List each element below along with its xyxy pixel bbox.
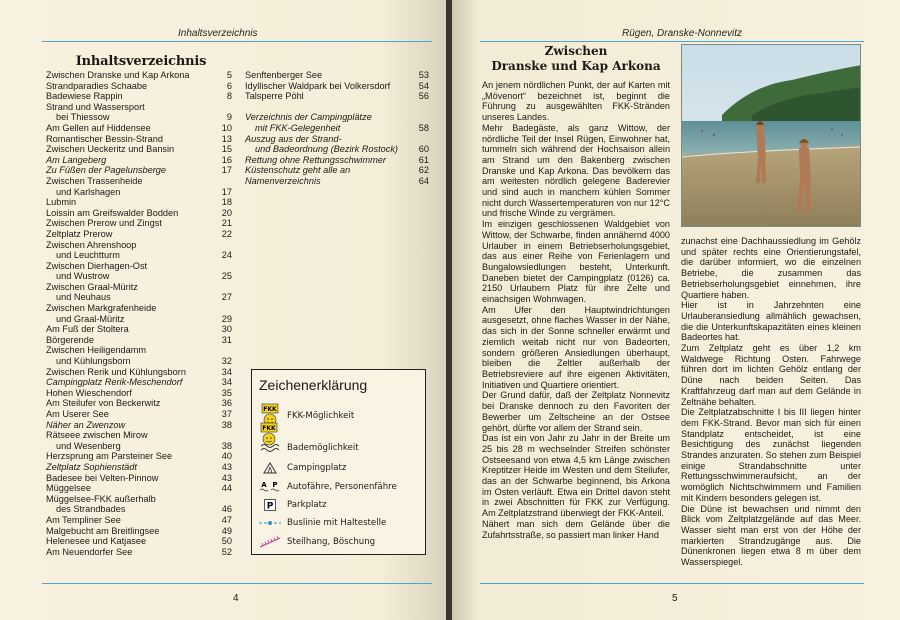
toc-entry <box>245 176 429 187</box>
toc-entry-title: Strand und Wassersport <box>46 101 145 112</box>
toc-entry <box>46 229 232 240</box>
toc-entry-page: 62 <box>418 165 429 176</box>
toc-entry-title: Am Langeberg <box>46 154 107 165</box>
toc-entry-title: Zwischen Heiligendamm <box>46 345 147 356</box>
article-title-line-2: Dranske und Kap Arkona <box>491 59 661 73</box>
toc-entry-page: 6 <box>226 80 232 91</box>
toc-entry-title: Zwischen Dierhagen-Ost <box>46 260 148 271</box>
toc-entry <box>46 536 232 547</box>
legend-item-bathing <box>259 443 359 453</box>
toc-entry-title: Zwischen Prerow und Zingst <box>46 218 162 229</box>
toc-entry <box>46 324 232 335</box>
toc-entry-title: Am Fuß der Stoltera <box>46 324 129 335</box>
beach-photo <box>681 44 861 227</box>
toc-entry <box>46 250 232 261</box>
toc-entry-page <box>214 282 232 293</box>
toc-entry-page <box>214 345 232 356</box>
toc-column-1 <box>46 70 232 557</box>
toc-entry-page: 40 <box>221 451 232 462</box>
toc-entry-title: Lubmin <box>46 197 77 208</box>
toc-entry-title: Strandparadies Schaabe <box>46 80 148 91</box>
toc-entry-page: 46 <box>221 504 232 515</box>
toc-entry-title: und Wesenberg <box>56 440 121 451</box>
running-head-right: Rügen, Dranske-Nonnevitz <box>622 28 743 39</box>
article-paragraph: Mehr Badegäste, als ganz Wittow, der nördliche Teil der Insel Rügen, Einwohner hat, tummeln sich während der Hochsaison allein am Strand um den Bakenberg zwischen Dranske und Kap Arkona. Das bevölkern das am weitesten nördlich gelegene Baderevier und sind auch in manchem kühlen Sommer nicht durch Wassertemperaturen von nur 12°C und frische Winde zu vergrämen. <box>482 122 670 219</box>
article-paragraph: Die Düne ist bewachsen und nimmt den Blick vom Zeltplatzgelände auf das Meer. Wasser sieht man erst von der Höhe der markierten Strandzugänge aus. Die Dünenkronen liegen etwa 8 m über dem Wasserspiegel. <box>681 503 861 568</box>
toc-entry-title: Badesee bei Velten-Pinnow <box>46 472 159 483</box>
toc-entry <box>46 240 232 251</box>
toc-entry <box>46 483 232 494</box>
toc-entry-title: und Neuhaus <box>56 292 111 303</box>
parking-icon <box>259 499 281 511</box>
toc-entry <box>46 70 232 81</box>
toc-entry-title: mit FKK-Gelegenheit <box>255 122 341 133</box>
toc-entry-page: 31 <box>221 334 232 345</box>
toc-entry-title: Idyllischer Waldpark bei Volkersdorf <box>245 80 391 91</box>
toc-entry-title: Namenverzeichnis <box>245 175 321 186</box>
toc-entry-page: 38 <box>221 440 232 451</box>
toc-entry-title: Romantischer Bessin-Strand <box>46 133 163 144</box>
toc-entry-page: 44 <box>221 483 232 494</box>
toc-entry <box>46 547 232 558</box>
toc-entry <box>46 155 232 166</box>
toc-entry-page: 54 <box>418 80 429 91</box>
article-title-line-1: Zwischen <box>544 44 608 58</box>
article-paragraph: Der Grund dafür, daß der Zeltplatz Nonnevitz bei Dranske dennoch zu den Favoriten der Bewerber um Zeltscheine an der Ostsee gehört, dürfte vor allem der Strand sein. <box>482 390 670 433</box>
toc-entry <box>46 144 232 155</box>
toc-entry-page: 53 <box>418 70 429 80</box>
legend-label-camping: Campingplatz <box>287 463 347 473</box>
toc-entry-page: 21 <box>221 218 232 229</box>
toc-entry-page: 13 <box>221 133 232 144</box>
toc-entry <box>46 303 232 314</box>
article-paragraph: Das ist ein von Jahr zu Jahr in der Breite um 25 bis 28 m wechselnder Streifen schönster Ostseesand von etwa 4,5 km Länge zwischen Kreptitzer Heide im Westen und dem Steilufer, das an der Schwarbe beginnend, bis Arkona im Osten verläuft. Etwa ein Drittel davon steht in zwei Abschnitten für FKK zur Verfügung. Am Zeltplatzstrand überwiegt der FKK-Anteil. <box>482 433 670 519</box>
toc-entry-page: 5 <box>226 70 232 80</box>
toc-entry-title: Loissin am Greifswalder Bodden <box>46 207 179 218</box>
toc-entry-title: Am Gellen auf Hiddensee <box>46 122 151 133</box>
toc-entry <box>46 356 232 367</box>
toc-entry-page: 9 <box>226 112 232 123</box>
toc-entry <box>245 102 429 113</box>
toc-entry-page: 10 <box>221 122 232 133</box>
bus-line-icon <box>259 519 281 527</box>
toc-entry-page: 64 <box>418 175 429 186</box>
toc-entry <box>46 134 232 145</box>
page-number-right: 5 <box>672 593 678 604</box>
toc-entry <box>245 165 429 176</box>
toc-entry-title: und Graal-Müritz <box>56 313 125 324</box>
toc-entry-page <box>214 176 232 187</box>
toc-entry-title: und Leuchtturm <box>56 250 120 261</box>
tent-icon <box>259 462 281 474</box>
toc-entry-page: 60 <box>418 144 429 155</box>
toc-entry <box>46 314 232 325</box>
toc-entry-page: 61 <box>418 154 429 165</box>
toc-entry-page <box>411 134 429 145</box>
legend-item-slope <box>259 536 375 548</box>
legend-item-bus <box>259 518 386 528</box>
toc-entry-title: und Wustrow <box>56 271 110 282</box>
toc-entry-title: Zwischen Trassenheide <box>46 175 143 186</box>
svg-text:P: P <box>266 501 274 511</box>
toc-entry-title <box>245 102 248 113</box>
toc-entry <box>46 112 232 123</box>
toc-entry-page: 43 <box>221 472 232 483</box>
toc-entry <box>46 335 232 346</box>
toc-entry <box>46 208 232 219</box>
toc-column-2 <box>245 70 429 187</box>
toc-entry-page: 37 <box>221 409 232 419</box>
toc-entry <box>46 441 232 452</box>
article-paragraph: Hier ist in Jahrzehnten eine Urlauberansiedlung allmählich gewachsen, die die Unterkunftskapazitäten eines kleinen Badeortes hat. <box>681 300 861 343</box>
article-column-2 <box>681 236 861 568</box>
article-paragraph: Die Zeltplatzabschnitte I bis III liegen hinter dem FKK-Strand. Bevor man sich für einen Standplatz entscheidet, ist eine Besichtigung des zunächst liegenden Strandes anzuraten. So stehen zum Beispiel einige Strandabschnitte unter Rettungsschwimmeraufsicht, an der womöglich Nichtschwimmern und Familien mit Kindern besonders gelegen ist. <box>681 407 861 503</box>
header-rule <box>480 41 864 42</box>
toc-entry <box>46 377 232 388</box>
toc-entry-page <box>214 102 232 113</box>
article-paragraph: An jenem nördlichen Punkt, der auf Karten mit „Mövenort“ bezeichnet ist, beginnt die Führung zu ausgewählten FKK-Stränden unseres Landes. <box>482 80 670 123</box>
legend-label-ferry: Autofähre, Personenfähre <box>287 482 397 492</box>
toc-entry-page: 38 <box>221 419 232 430</box>
toc-entry-page: 24 <box>221 250 232 261</box>
toc-entry <box>245 144 429 155</box>
toc-entry-page: 8 <box>226 91 232 102</box>
toc-entry-page: 58 <box>418 122 429 133</box>
toc-entry <box>46 388 232 399</box>
toc-title: Inhaltsverzeichnis <box>75 54 207 69</box>
symbol-legend <box>251 369 426 555</box>
toc-entry-title: Zeltplatz Sophienstädt <box>46 461 137 472</box>
toc-entry-page: 34 <box>221 377 232 388</box>
toc-entry-title: Müggelsee-FKK außerhalb <box>46 493 156 504</box>
wave-icon <box>259 443 281 453</box>
article-paragraph: Im einzigen geschlossenen Waldgebiet von Wittow, der Schwarbe, finden annähernd 4000 Urlauber in einem Betriebserholungsgebiet, das aus einer Reihe von Ferienlagern und Bungalowsiedlungen besteht, Unterkunft. Daneben bietet der Campingplatz (0126) ca. 2150 Urlaubern Platz für ihre Zelte und einachsigen Wohnwagen. <box>482 219 670 305</box>
toc-entry <box>46 515 232 526</box>
toc-entry-title: Zu Füßen der Pagelunsberge <box>46 165 167 176</box>
toc-entry <box>245 91 429 102</box>
toc-entry-page: 50 <box>221 536 232 547</box>
toc-entry-page: 27 <box>221 292 232 303</box>
toc-entry-title: Hohen Wieschendorf <box>46 387 132 398</box>
toc-entry-page: 36 <box>221 398 232 409</box>
toc-entry <box>46 187 232 198</box>
toc-entry <box>245 134 429 145</box>
toc-entry-page <box>214 261 232 272</box>
slope-icon <box>259 536 281 548</box>
toc-entry <box>245 155 429 166</box>
legend-label-bus: Buslinie mit Haltestelle <box>287 518 387 528</box>
toc-entry-page: 43 <box>221 461 232 472</box>
toc-entry-page: 56 <box>418 91 429 102</box>
legend-label-fkk: FKK-Möglichkeit <box>287 411 355 421</box>
toc-entry <box>46 123 232 134</box>
toc-entry-page <box>214 430 232 441</box>
toc-entry-title: Am Userer See <box>46 409 109 419</box>
toc-entry <box>46 494 232 505</box>
toc-entry-title: Zwischen Ueckeritz und Bansin <box>46 144 175 155</box>
svg-text:P: P <box>272 481 278 489</box>
toc-entry <box>46 451 232 462</box>
toc-entry <box>46 102 232 113</box>
legend-item-ferry <box>259 480 397 494</box>
toc-entry-title: bei Thiessow <box>56 112 110 123</box>
toc-entry <box>46 462 232 473</box>
footer-rule <box>42 583 432 584</box>
toc-entry-title: Auszug aus der Strand- <box>245 133 342 144</box>
toc-entry-title: Müggelsee <box>46 483 91 494</box>
toc-entry-page: 25 <box>221 271 232 282</box>
toc-entry-title: Campingplatz Rerik-Meschendorf <box>46 377 183 388</box>
legend-label-parking: Parkplatz <box>287 500 327 510</box>
toc-entry-page: 29 <box>221 313 232 324</box>
svg-text:FKK: FKK <box>263 406 277 413</box>
running-head-left: Inhaltsverzeichnis <box>178 28 258 39</box>
toc-entry-title: Zwischen Markgrafenheide <box>46 303 157 314</box>
toc-entry-title: Zwischen Ahrenshoop <box>46 239 137 250</box>
toc-entry-page: 18 <box>221 197 232 208</box>
toc-entry-page: 17 <box>221 165 232 176</box>
toc-entry-title: Rätseee zwischen Mirow <box>46 430 148 441</box>
toc-entry <box>46 292 232 303</box>
toc-entry-title: des Strandbades <box>56 504 126 515</box>
toc-entry <box>46 367 232 378</box>
toc-entry <box>46 165 232 176</box>
toc-entry-title: und Karlshagen <box>56 186 121 197</box>
toc-entry-title: Rettung ohne Rettungsschwimmer <box>245 154 386 165</box>
toc-entry <box>46 197 232 208</box>
header-rule <box>42 41 432 42</box>
toc-entry-page: 34 <box>221 366 232 377</box>
toc-entry <box>46 261 232 272</box>
toc-entry <box>46 176 232 187</box>
svg-text:A: A <box>261 481 267 489</box>
toc-entry-title: Börgerende <box>46 334 95 345</box>
toc-entry <box>46 409 232 420</box>
legend-label-bathing: Bademöglichkeit <box>287 443 359 453</box>
toc-entry-page: 22 <box>221 228 232 239</box>
toc-entry-title: und Kühlungsborn <box>56 356 131 367</box>
legend-item-parking <box>259 499 327 511</box>
toc-entry-page: 32 <box>221 356 232 367</box>
toc-entry-title: Zwischen Dranske und Kap Arkona <box>46 70 190 80</box>
toc-entry <box>46 218 232 229</box>
article-paragraph: zunachst eine Dachhaussiedlung im Gehölz und später rechts eine Orientierungstafel, die darüber informiert, wo die einzelnen Betriebe, die zusammen das Betriebserholungsgebiet einnehmen, ihre Quartiere haben. <box>681 236 861 300</box>
toc-entry <box>46 430 232 441</box>
toc-entry <box>46 473 232 484</box>
toc-entry <box>46 420 232 431</box>
article-column-1 <box>482 80 670 540</box>
toc-entry-title: Senftenberger See <box>245 70 323 80</box>
toc-entry-page <box>214 494 232 505</box>
toc-entry-page: 49 <box>221 525 232 536</box>
toc-entry-page: 17 <box>221 186 232 197</box>
svg-text:FKK: FKK <box>262 425 276 432</box>
toc-entry <box>46 504 232 515</box>
toc-entry-page <box>214 240 232 251</box>
page-number-left: 4 <box>233 593 239 604</box>
toc-entry-page: 30 <box>221 324 232 335</box>
ferry-icon <box>259 480 281 494</box>
toc-entry-title: und Badeordnung (Bezirk Rostock) <box>255 144 398 155</box>
toc-entry-page <box>214 303 232 314</box>
legend-item-camping <box>259 462 346 474</box>
article-paragraph: Zum Zeltplatz geht es über 1,2 km Waldwege Richtung Osten. Fahrwege führen dort im lichten Gehölz entlang der Düne nach beiden Seiten. Das Kraftfahrzeug darf man auf dem Gelände in Zeltnähe behalten. <box>681 343 861 407</box>
toc-entry-title: Zwischen Graal-Müritz <box>46 281 138 292</box>
toc-entry-page: 35 <box>221 387 232 398</box>
toc-entry-title: Verzeichnis der Campingplätze <box>245 112 372 123</box>
toc-entry-page: 47 <box>221 514 232 525</box>
toc-entry-title: Am Steilufer von Beckerwitz <box>46 398 161 409</box>
toc-entry <box>46 271 232 282</box>
article-title <box>482 44 670 74</box>
toc-entry-title: Malgebucht am Breitlingsee <box>46 525 160 536</box>
toc-entry-title: Näher an Zwenzow <box>46 419 126 430</box>
toc-entry <box>245 81 429 92</box>
toc-entry-title: Am Templiner See <box>46 514 121 525</box>
toc-entry <box>245 70 429 81</box>
toc-entry-page <box>411 102 429 113</box>
article-paragraph: Am Ufer den Hauptwindrichtungen ausgesetzt, ohne flaches Wasser in der Nähe, das sich in der Sonne schneller erwärmt und ziemlich weitab nicht nur von Badeorten, sondern größeren Ansiedlungen überhaupt, bleiben die Zeltler außerhalb der Betriebsreviere auf ihre eigenen Aktivitäten, Initiativen und Quartiere orientiert. <box>482 304 670 390</box>
toc-entry <box>46 526 232 537</box>
toc-entry-page: 16 <box>221 154 232 165</box>
toc-entry-title: Am Neuendorfer See <box>46 546 133 557</box>
toc-entry-title: Zeltplatz Prerow <box>46 228 113 239</box>
toc-entry <box>46 345 232 356</box>
toc-entry <box>46 91 232 102</box>
toc-entry <box>46 398 232 409</box>
toc-entry-page: 52 <box>221 546 232 557</box>
toc-entry <box>245 123 429 134</box>
toc-entry <box>46 81 232 92</box>
toc-entry-title: Badewiese Rappin <box>46 91 123 102</box>
left-page <box>0 0 448 620</box>
legend-label-slope: Steilhang, Böschung <box>287 537 376 547</box>
toc-entry-page: 20 <box>221 207 232 218</box>
toc-entry-page: 15 <box>221 144 232 155</box>
toc-entry-title: Küstenschutz geht alle an <box>245 165 351 176</box>
toc-entry-page <box>411 112 429 123</box>
legend-title: Zeichenerklärung <box>259 377 368 393</box>
toc-entry-title: Herzsprung am Parsteiner See <box>46 451 173 462</box>
toc-entry <box>245 112 429 123</box>
toc-entry-title: Talsperre Pöhl <box>245 91 304 102</box>
toc-entry-title: Zwischen Rerik und Kühlungsborn <box>46 366 186 377</box>
toc-entry-title: Helenesee und Katjasee <box>46 536 147 547</box>
article-paragraph: Nähert man sich dem Gelände über die Zufahrtsstraße, so passiert man linker Hand <box>482 518 670 540</box>
toc-entry <box>46 282 232 293</box>
footer-rule <box>480 583 864 584</box>
